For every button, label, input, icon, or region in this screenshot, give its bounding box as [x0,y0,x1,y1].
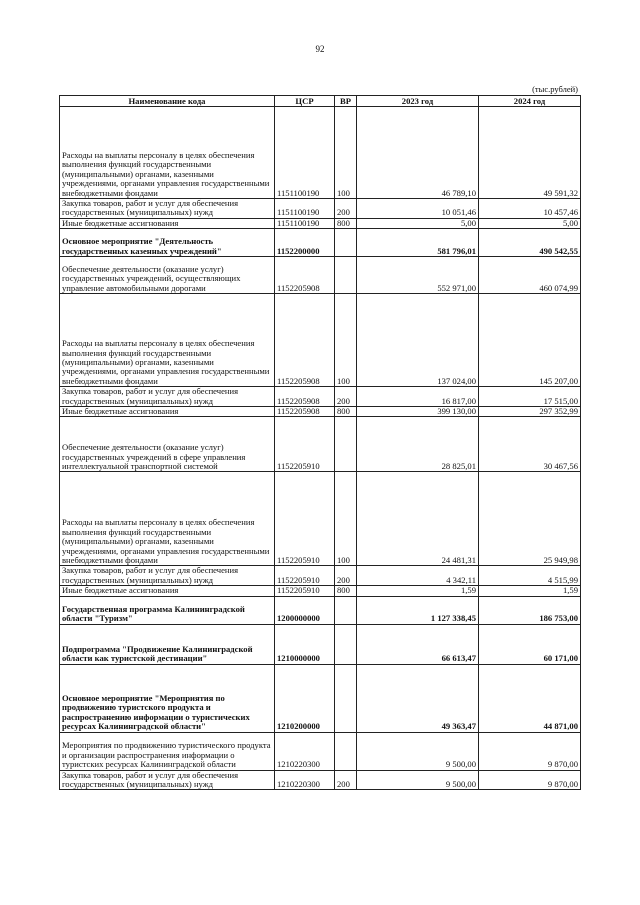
cell-2024: 490 542,55 [479,229,581,257]
table-row [60,407,581,417]
cell-csr: 1151100190 [275,218,335,228]
table-row [60,596,581,624]
cell-name: Основное мероприятие "Деятельность государственных казенных учреждений" [60,229,275,257]
cell-csr: 1152205910 [275,472,335,566]
table-row [60,732,581,770]
cell-name: Обеспечение деятельности (оказание услуг) государственных учреждений, осуществляющих управление автомобильными дорогами [60,257,275,294]
cell-csr: 1151100190 [275,107,335,199]
table-row [60,586,581,596]
cell-2024: 49 591,32 [479,107,581,199]
cell-2024: 9 870,00 [479,732,581,770]
cell-vr: 800 [335,218,357,228]
cell-vr [335,257,357,294]
cell-2024: 186 753,00 [479,596,581,624]
table-row [60,107,581,199]
cell-vr: 100 [335,107,357,199]
header-csr: ЦСР [275,96,335,107]
cell-2024: 5,00 [479,218,581,228]
table-row [60,624,581,664]
cell-name: Закупка товаров, работ и услуг для обеспечения государственных (муниципальных) нужд [60,387,275,407]
cell-vr [335,229,357,257]
cell-vr: 800 [335,586,357,596]
cell-vr [335,664,357,732]
cell-name: Расходы на выплаты персоналу в целях обеспечения выполнения функций государственными (муниципальными) органами, казенными учреждениями, органами управления государственными внебюджетными фондами [60,294,275,387]
cell-name: Закупка товаров, работ и услуг для обеспечения государственных (муниципальных) нужд [60,566,275,586]
cell-vr [335,732,357,770]
cell-name: Мероприятия по продвижению туристического продукта и организации распространения информации о туристских ресурсах Калининградской области [60,732,275,770]
table-row [60,472,581,566]
cell-vr: 100 [335,294,357,387]
cell-name: Закупка товаров, работ и услуг для обеспечения государственных (муниципальных) нужд [60,199,275,219]
cell-csr: 1210220300 [275,732,335,770]
cell-2024: 30 467,56 [479,417,581,472]
cell-2023: 137 024,00 [357,294,479,387]
cell-name: Закупка товаров, работ и услуг для обеспечения государственных (муниципальных) нужд [60,770,275,790]
cell-csr: 1151100190 [275,199,335,219]
cell-csr: 1210200000 [275,664,335,732]
cell-name: Иные бюджетные ассигнования [60,218,275,228]
cell-2024: 4 515,99 [479,566,581,586]
cell-vr: 200 [335,566,357,586]
cell-csr: 1152205910 [275,417,335,472]
cell-2023: 1 127 338,45 [357,596,479,624]
cell-csr: 1210000000 [275,624,335,664]
header-vr: ВР [335,96,357,107]
cell-vr: 100 [335,472,357,566]
table-row [60,417,581,472]
cell-vr [335,417,357,472]
cell-2024: 60 171,00 [479,624,581,664]
cell-2023: 9 500,00 [357,770,479,790]
cell-vr: 200 [335,387,357,407]
cell-2023: 49 363,47 [357,664,479,732]
cell-csr: 1152205908 [275,407,335,417]
cell-2024: 460 074,99 [479,257,581,294]
table-row [60,566,581,586]
cell-2023: 399 130,00 [357,407,479,417]
cell-2024: 9 870,00 [479,770,581,790]
cell-2023: 24 481,31 [357,472,479,566]
cell-name: Расходы на выплаты персоналу в целях обеспечения выполнения функций государственными (муниципальными) органами, казенными учреждениями, органами управления государственными внебюджетными фондами [60,107,275,199]
table-row [60,218,581,228]
cell-2023: 552 971,00 [357,257,479,294]
table-row [60,229,581,257]
cell-vr [335,596,357,624]
cell-2024: 25 949,98 [479,472,581,566]
cell-csr: 1152200000 [275,229,335,257]
cell-2024: 17 515,00 [479,387,581,407]
cell-csr: 1210220300 [275,770,335,790]
header-name: Наименование кода [60,96,275,107]
cell-vr [335,624,357,664]
cell-vr: 200 [335,199,357,219]
cell-name: Основное мероприятие "Мероприятия по продвижению туристского продукта и распространению информации о туристических ресурсах Калининградской области" [60,664,275,732]
cell-name: Обеспечение деятельности (оказание услуг) государственных учреждений в сфере управления интеллектуальной транспортной системой [60,417,275,472]
cell-2023: 16 817,00 [357,387,479,407]
table-row [60,257,581,294]
cell-2023: 9 500,00 [357,732,479,770]
cell-name: Государственная программа Калининградской области "Туризм" [60,596,275,624]
cell-2024: 1,59 [479,586,581,596]
cell-2023: 4 342,11 [357,566,479,586]
cell-2024: 145 207,00 [479,294,581,387]
cell-2023: 581 796,01 [357,229,479,257]
cell-name: Подпрограмма "Продвижение Калининградской области как туристской дестинации" [60,624,275,664]
table-row [60,387,581,407]
cell-csr: 1152205908 [275,294,335,387]
table-row [60,294,581,387]
table-row [60,770,581,790]
cell-2024: 44 871,00 [479,664,581,732]
table-row [60,199,581,219]
cell-2023: 28 825,01 [357,417,479,472]
cell-csr: 1152205910 [275,586,335,596]
cell-csr: 1200000000 [275,596,335,624]
page-number: 92 [315,44,325,54]
table-header-row [60,96,581,107]
header-2024: 2024 год [479,96,581,107]
cell-vr: 200 [335,770,357,790]
cell-2023: 5,00 [357,218,479,228]
units-note: (тыс.рублей) [532,84,578,94]
cell-2023: 1,59 [357,586,479,596]
cell-2024: 10 457,46 [479,199,581,219]
cell-name: Расходы на выплаты персоналу в целях обеспечения выполнения функций государственными (муниципальными) органами, казенными учреждениями, органами управления государственными внебюджетными фондами [60,472,275,566]
cell-2023: 66 613,47 [357,624,479,664]
header-2023: 2023 год [357,96,479,107]
cell-2023: 46 789,10 [357,107,479,199]
cell-name: Иные бюджетные ассигнования [60,407,275,417]
cell-vr: 800 [335,407,357,417]
cell-2023: 10 051,46 [357,199,479,219]
cell-csr: 1152205910 [275,566,335,586]
cell-2024: 297 352,99 [479,407,581,417]
table-row [60,664,581,732]
cell-name: Иные бюджетные ассигнования [60,586,275,596]
budget-table [59,95,581,790]
cell-csr: 1152205908 [275,257,335,294]
cell-csr: 1152205908 [275,387,335,407]
